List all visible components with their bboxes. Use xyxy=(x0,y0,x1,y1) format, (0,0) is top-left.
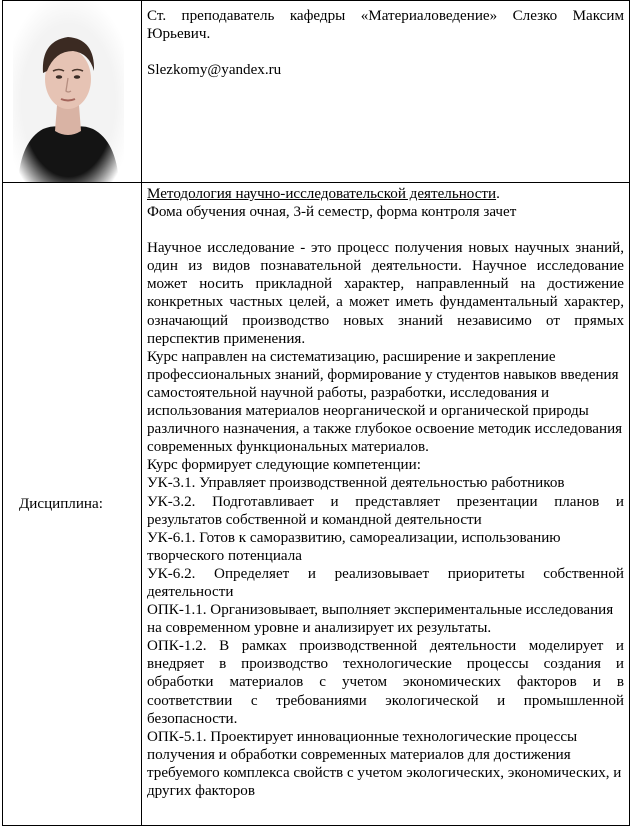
info-table xyxy=(2,0,630,826)
competence-item: УК-3.1. Управляет производственной деятельностью работников xyxy=(147,475,565,492)
teacher-email: Slezkomy@yandex.ru xyxy=(147,62,282,78)
competence-item: ОПК-5.1. Проектирует инновационные технологические процессы получения и обработки современных материалов для достижения требуемого комплекса свойств с учетом экологических, экономических, и других факторов xyxy=(147,728,622,799)
row-label: Дисциплина: xyxy=(19,496,103,512)
competence-item: ОПК-1.1. Организовывает, выполняет экспериментальные исследования на современном уровне и анализирует их результаты. xyxy=(147,602,614,637)
spacer xyxy=(147,221,624,239)
competence-item: УК-6.1. Готов к саморазвитию, самореализации, использованию творческого потенциала xyxy=(147,529,561,564)
competences-intro: Курс формирует следующие компетенции: xyxy=(147,457,421,474)
competence-item: УК-3.2. Подготавливает и представляет презентации планов и результатов собственной и командной деятельности xyxy=(147,493,624,528)
competence-item: УК-6.2. Определяет и реализовывает приоритеты собственной деятельности xyxy=(147,565,624,600)
teacher-info xyxy=(147,7,624,79)
competence-item: ОПК-1.2. В рамках производственной деятельности моделирует и внедряет в производство технологические процессы создания и обработки материалов с учетом экономических факторов и в соответствии с требованиями экологической и промышленной безопасности. xyxy=(147,638,624,727)
row-divider xyxy=(3,182,629,183)
teacher-photo xyxy=(13,1,124,182)
portrait-image xyxy=(13,1,124,182)
discipline-title: Методология научно-исследовательской деятельности xyxy=(147,186,497,202)
discipline-description: Научное исследование - это процесс получения новых научных знаний, один из видов познавательной деятельности. Научное исследование может носить прикладной характер, направленный на достижение конкретных частных целей, а может иметь фундаментальный характер, означающий производство новых знаний независимо от прямых перспектив применения. xyxy=(147,240,624,347)
teacher-position-name: Ст. преподаватель кафедры «Материаловедение» Слезко Максим Юрьевич. xyxy=(147,8,624,42)
column-divider xyxy=(141,1,142,825)
discipline-form: Фома обучения очная, 3-й семестр, форма контроля зачет xyxy=(147,204,517,221)
discipline-course-goal: Курс направлен на систематизацию, расширение и закрепление профессиональных знаний, формирование у студентов навыков введения самостоятельной научной работы, разработки, исследования и использования материалов неорганической и органической природы различного назначения, а также глубокое освоение методик исследования современных функциональных материалов. xyxy=(147,348,623,456)
discipline-content xyxy=(147,185,624,800)
discipline-title-suffix: . xyxy=(496,186,500,202)
discipline-title-line xyxy=(147,185,624,203)
